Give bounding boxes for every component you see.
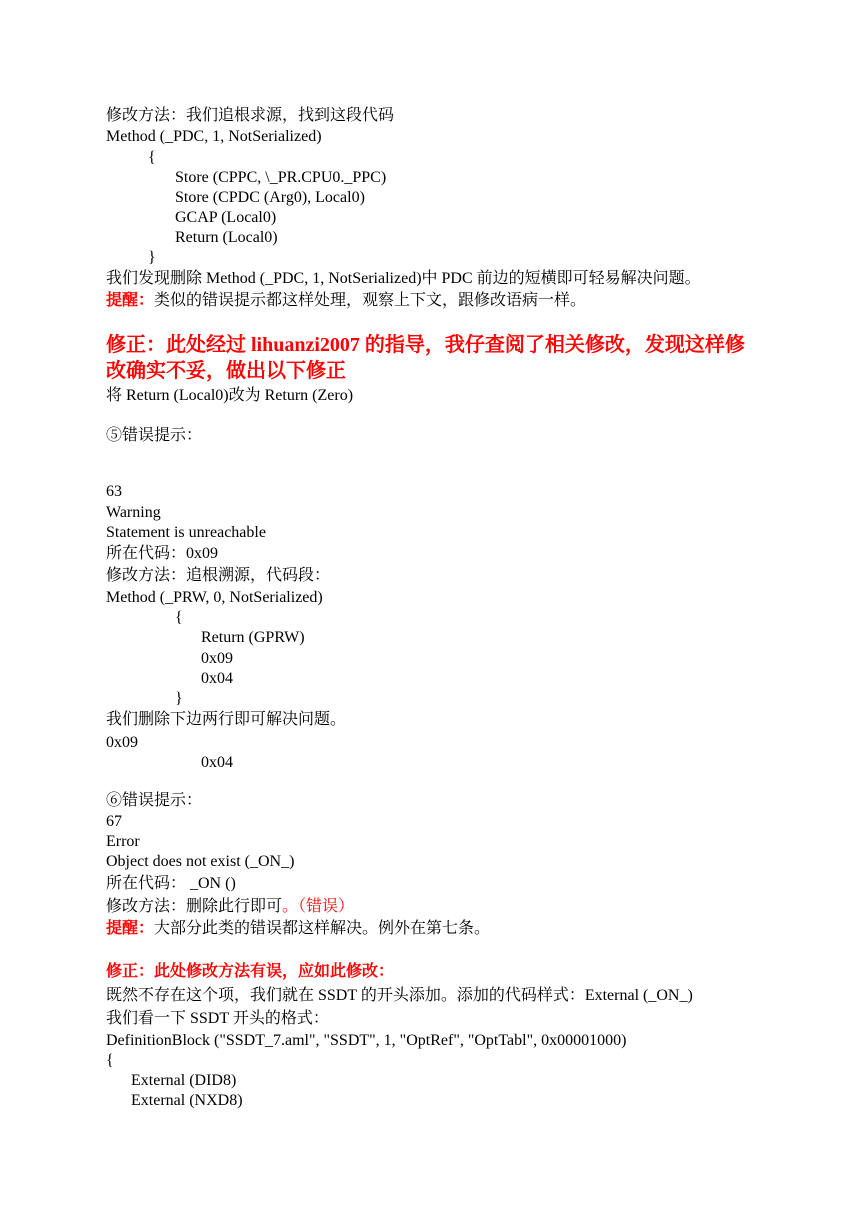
delete-line: 0x04 — [201, 754, 233, 771]
error-message: Statement is unreachable — [106, 524, 266, 541]
reminder-text: 大部分此类的错误都这样解决。例外在第七条。 — [154, 920, 491, 937]
code-close-brace: } — [175, 690, 183, 707]
error-message: Object does not exist (_ON_) — [106, 853, 295, 870]
error-code-location: 所在代码：0x09 — [106, 545, 219, 562]
correction-heading: 修正：此处经过 lihuanzi2007 的指导，我仔查阅了相关修改，发现这样修 — [106, 334, 745, 356]
external-line: External (DID8) — [131, 1072, 237, 1089]
correction-heading: 修正：此处修改方法有误，应如此修改： — [106, 963, 395, 980]
correction-text: 将 Return (Local0)改为 Return (Zero) — [106, 387, 354, 404]
error-number: 67 — [106, 813, 122, 830]
code-line: Return (Local0) — [175, 229, 278, 246]
fix-method-text — [106, 897, 354, 917]
code-line: 0x09 — [201, 650, 233, 667]
error-mark: 。（错误） — [282, 898, 355, 915]
reminder-label: 提醒： — [106, 920, 155, 937]
error-heading: ⑥错误提示： — [106, 792, 203, 809]
code-line: Return (GPRW) — [201, 629, 305, 646]
code-line: GCAP (Local0) — [175, 209, 277, 226]
code-method-line: Method (_PDC, 1, NotSerialized) — [106, 128, 322, 145]
code-line: Store (CPDC (Arg0), Local0) — [175, 189, 365, 206]
explanation-text: 我们删除下边两行即可解决问题。 — [106, 711, 347, 728]
code-line: 0x04 — [201, 670, 233, 687]
explanation-text: 我们发现删除 Method (_PDC, 1, NotSerialized)中 PDC 前边的短横即可轻易解决问题。 — [106, 270, 701, 287]
fix-method-label: 修改方法：删除此行即可 — [106, 898, 283, 915]
code-close-brace: } — [148, 249, 156, 266]
fix-method-text: 修改方法：追根溯源，代码段： — [106, 567, 331, 584]
reminder-paragraph — [106, 291, 586, 311]
code-method-line: Method (_PRW, 0, NotSerialized) — [106, 589, 323, 606]
external-line: External (NXD8) — [131, 1092, 243, 1109]
correction-text: 既然不存在这个项，我们就在 SSDT 的开头添加。添加的代码样式：External (_ON_) — [106, 987, 693, 1004]
code-line: Store (CPPC, \_PR.CPU0._PPC) — [175, 169, 387, 186]
reminder-label: 提醒： — [106, 292, 155, 309]
code-open-brace: { — [175, 609, 183, 626]
fix-method-text: 修改方法：我们追根求源，找到这段代码 — [106, 107, 395, 124]
error-type: Error — [106, 833, 140, 850]
correction-text: 我们看一下 SSDT 开头的格式： — [106, 1010, 329, 1027]
error-heading: ⑤错误提示： — [106, 427, 203, 444]
code-open-brace: { — [106, 1052, 114, 1069]
definition-block-line: DefinitionBlock ("SSDT_7.aml", "SSDT", 1, "OptRef", "OptTabl", 0x00001000) — [106, 1032, 627, 1049]
error-type: Warning — [106, 504, 161, 521]
reminder-text: 类似的错误提示都这样处理，观察上下文，跟修改语病一样。 — [154, 292, 587, 309]
delete-line: 0x09 — [106, 734, 138, 751]
correction-heading-cont: 改确实不妥，做出以下修正 — [106, 360, 346, 382]
error-number: 63 — [106, 483, 122, 500]
error-code-location: 所在代码： _ON () — [106, 875, 236, 892]
reminder-paragraph — [106, 919, 490, 939]
code-open-brace: { — [148, 149, 156, 166]
